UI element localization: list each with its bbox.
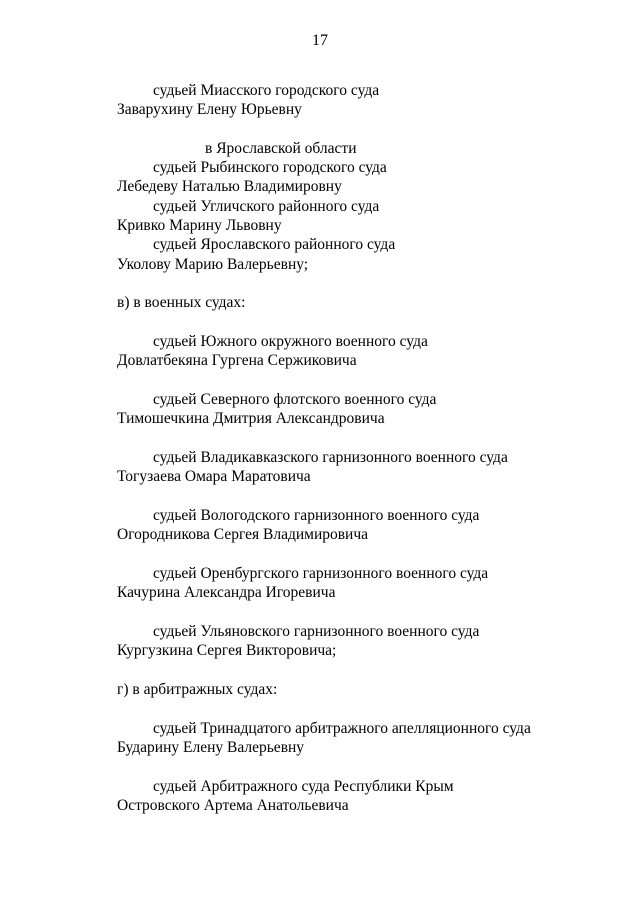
section-heading-military: в) в военных судах: (117, 294, 246, 311)
court-line: судьей Владикавказского гарнизонного военного суда (153, 449, 508, 466)
court-line: судьей Ульяновского гарнизонного военного суда (153, 623, 480, 640)
court-line: судьей Рыбинского городского суда (153, 159, 387, 176)
court-line: судьей Северного флотского военного суда (153, 391, 437, 408)
person-line: Островского Артема Анатольевича (117, 797, 349, 814)
court-line: судьей Тринадцатого арбитражного апелляционного суда (153, 720, 531, 737)
person-line: Огородникова Сергея Владимировича (117, 526, 369, 543)
court-line: судьей Угличского районного суда (153, 198, 380, 215)
section-heading-arbitration: г) в арбитражных судах: (117, 681, 278, 698)
court-line: судьей Ярославского районного суда (153, 236, 396, 253)
person-line: Кривко Марину Львовну (117, 217, 282, 234)
court-line: судьей Южного окружного военного суда (153, 333, 428, 350)
region-heading: в Ярославской области (205, 140, 357, 157)
court-line: судьей Миасского городского суда (153, 82, 380, 99)
court-line: судьей Арбитражного суда Республики Крым (153, 778, 454, 795)
person-line: Довлатбекяна Гургена Сержиковича (117, 352, 357, 369)
person-line: Лебедеву Наталью Владимировну (117, 178, 342, 195)
person-line: Уколову Марию Валерьевну; (117, 256, 309, 273)
court-line: судьей Оренбургского гарнизонного военного суда (153, 565, 489, 582)
person-line: Заварухину Елену Юрьевну (117, 101, 302, 118)
person-line: Тимошечкина Дмитрия Александровича (117, 410, 385, 427)
person-line: Бударину Елену Валерьевну (117, 739, 305, 756)
person-line: Качурина Александра Игоревича (117, 584, 336, 601)
person-line: Кургузкина Сергея Викторовича; (117, 642, 337, 659)
person-line: Тогузаева Омара Маратовича (117, 468, 311, 485)
page-number: 17 (312, 32, 328, 49)
court-line: судьей Вологодского гарнизонного военного суда (153, 507, 480, 524)
